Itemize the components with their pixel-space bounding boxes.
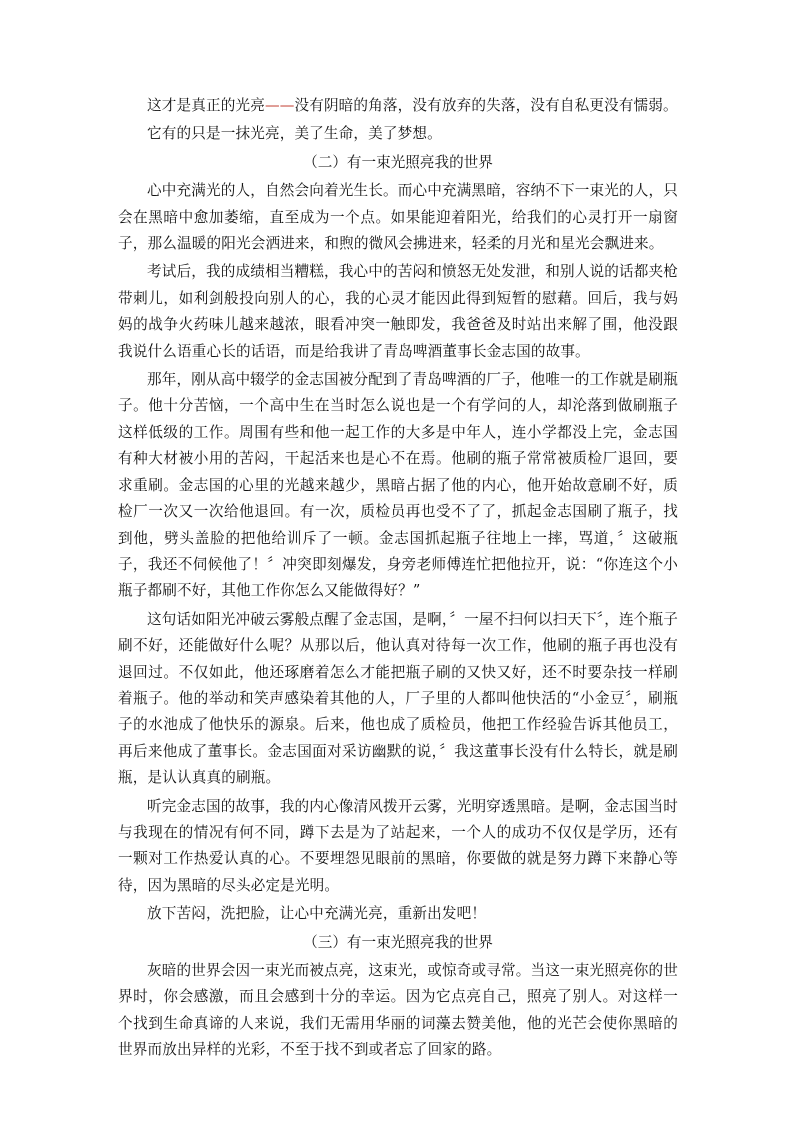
section-2-paragraph-3: 那年，刚从高中辍学的金志国被分配到了青岛啤酒的厂子，他唯一的工作就是刷瓶子。他十分苦恼，一个高中生在当时怎么说也是一个有学问的人，却沦落到做刷瓶子这样低级的工作。周围有些和他一起工作的大多是中年人，连小学都没上完，金志国有种大材被小用的苦闷，干起活来也是心不在焉。他刷的瓶子常常被质检厂退回，要求重刷。金志国的心里的光越来越少，黑暗占据了他的内心，他开始故意刷不好，质检厂一次又一次给他退回。有一次，质检员再也受不了了，抓起金志国刷了瓶子，找到他，劈头盖脸的把他给训斥了一顿。金志国抓起瓶子往地上一摔，骂道，〞这破瓶子，我还不伺候他了！〞冲突即刻爆发，身旁老师傅连忙把他拉开，说：“你连这个小瓶子都刷不好，其他工作你怎么又能做得好？” (118, 371, 678, 600)
intro-paragraph-1 (118, 93, 678, 119)
section-2-paragraph-2: 考试后，我的成绩相当糟糕，我心中的苦闷和愤怒无处发泄，和别人说的话都夹枪带刺儿，如利剑般投向别人的心，我的心灵才能因此得到短暂的慰藉。回后，我与妈妈的战争火药味儿越来越浓，眼看冲突一触即发，我爸爸及时站出来解了围，他没跟我说什么语重心长的话语，而是给我讲了青岛啤酒董事长金志国的故事。 (118, 263, 678, 360)
red-dash: —— (264, 97, 295, 114)
intro-text-after-dash: 没有阴暗的角落，没有放弃的失落，没有自私更没有懦弱。 (294, 97, 678, 114)
section-2-heading: （二）有一束光照亮我的世界 (303, 153, 493, 171)
intro-paragraph-2: 它有的只是一抹光亮，美了生命，美了梦想。 (147, 125, 442, 143)
intro-text-before-dash: 这才是真正的光亮 (147, 97, 265, 114)
section-2-paragraph-1: 心中充满光的人，自然会向着光生长。而心中充满黑暗，容纳不下一束光的人，只会在黑暗中愈加萎缩，直至成为一个点。如果能迎着阳光，给我们的心灵打开一扇窗子，那么温暖的阳光会洒进来，和煦的微风会拂进来，轻柔的月光和星光会飘进来。 (118, 182, 678, 253)
document-page (118, 93, 678, 1066)
section-3-heading: （三）有一束光照亮我的世界 (303, 933, 493, 951)
section-2-paragraph-4: 这句话如阳光冲破云雾般点醒了金志国，是啊，〞一屋不扫何以扫天下〞，连个瓶子刷不好，还能做好什么呢？从那以后，他认真对待每一次工作，他刷的瓶子再也没有退回过。不仅如此，他还琢磨着怎么才能把瓶子刷的又快又好，还不时要杂技一样刷着瓶子。他的举动和笑声感染着其他的人，厂子里的人都叫他快活的“小金豆〞，刷瓶子的水池成了他快乐的源泉。后来，他也成了质检员，他把工作经验告诉其他员工，再后来他成了董事长。金志国面对采访幽默的说，〞我这董事长没有什么特长，就是刷瓶，是认认真真的刷瓶。 (118, 610, 678, 787)
section-2-paragraph-5: 听完金志国的故事，我的内心像清风拨开云雾，光明穿透黑暗。是啊，金志国当时与我现在的情况有何不同，蹲下去是为了站起来，一个人的成功不仅仅是学历，还有一颗对工作热爱认真的心。不要埋怨见眼前的黑暗，你要做的就是努力蹲下来静心等待，因为黑暗的尽头必定是光明。 (118, 797, 678, 894)
section-3-paragraph-1: 灰暗的世界会因一束光而被点亮，这束光，或惊奇或寻常。当这一束光照亮你的世界时，你会感激，而且会感到十分的幸运。因为它点亮自己，照亮了别人。对这样一个找到生命真谛的人来说，我们无需用华丽的词藻去赞美他，他的光芒会使你黑暗的世界而放出异样的光彩，不至于找不到或者忘了回家的路。 (118, 962, 678, 1059)
section-2-paragraph-6: 放下苦闷，洗把脸，让心中充满光亮，重新出发吧！ (147, 905, 487, 923)
